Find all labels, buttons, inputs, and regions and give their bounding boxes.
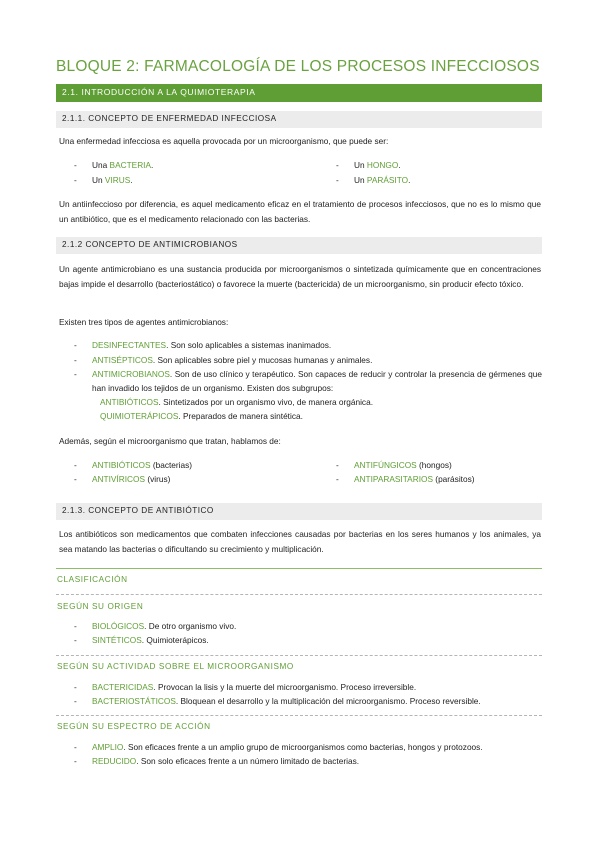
heading-actividad: SEGÚN SU ACTIVIDAD SOBRE EL MICROORGANISMO (57, 662, 294, 671)
list-item: - ANTIVÍRICOS (virus) (74, 474, 171, 484)
section-title: 2.1. INTRODUCCIÓN A LA QUIMIOTERAPIA (62, 87, 256, 97)
section-header-2-1 (56, 84, 542, 102)
paragraph-enfermedad: Una enfermedad infecciosa es aquella provocada por un microorganismo, que puede ser: (59, 136, 389, 146)
section-header-2-1-1 (56, 111, 542, 128)
divider (56, 568, 542, 569)
heading-clasificacion: CLASIFICACIÓN (57, 575, 128, 584)
sub-list-item: QUIMIOTERÁPICOS. Preparados de manera sintética. (100, 411, 303, 421)
list-item: - Un VIRUS. (74, 175, 133, 185)
list-item: - DESINFECTANTES. Son solo aplicables a sistemas inanimados. (74, 340, 332, 350)
section-header-2-1-3 (56, 503, 542, 520)
divider (56, 594, 542, 595)
paragraph-antibiotico: Los antibióticos son medicamentos que combaten infecciones causadas por bacterias en los seres humanos y los animales, ya sea matando las bacterias o dificultando su crecimiento y multiplicación. (59, 529, 541, 554)
list-item: - AMPLIO. Son eficaces frente a un amplio grupo de microorganismos como bacterias, hongos y protozoos. (74, 742, 483, 752)
section-title: 2.1.1. CONCEPTO DE ENFERMEDAD INFECCIOSA (62, 114, 277, 123)
heading-origen: SEGÚN SU ORIGEN (57, 602, 144, 611)
list-item: - Un PARÁSITO. (336, 175, 411, 185)
list-item: - ANTIMICROBIANOS. Son de uso clínico y terapéutico. Son capaces de reducir y controlar la presencia de gérmenes que han invadido los tejidos de un organismo. Existen dos subgrupos: (74, 369, 542, 393)
list-item: - ANTISÉPTICOS. Son aplicables sobre piel y mucosas humanas y animales. (74, 355, 373, 365)
paragraph-antimicrobiano: Un agente antimicrobiano es una sustancia producida por microorganismos o sintetizada químicamente que en concentraciones bajas impide el desarrollo (bacteriostático) o favorece la muerte (bactericida) de un microorganismo, sin producir efecto tóxico. (59, 264, 541, 289)
list-item: - BACTERICIDAS. Provocan la lisis y la muerte del microorganismo. Proceso irreversible. (74, 682, 417, 692)
list-item: - SINTÉTICOS. Quimioterápicos. (74, 635, 209, 645)
section-header-2-1-2 (56, 237, 542, 254)
list-item: - REDUCIDO. Son solo eficaces frente a un número limitado de bacterias. (74, 756, 360, 766)
list-item: - Un HONGO. (336, 160, 401, 170)
paragraph-antiinfeccioso: Un antiinfeccioso por diferencia, es aquel medicamento eficaz en el tratamiento de procesos infecciosos, que no es lo mismo que un antibiótico, que es el medicamento relacionado con las bacterias. (59, 199, 541, 224)
divider (56, 655, 542, 656)
list-item: - BIOLÓGICOS. De otro organismo vivo. (74, 621, 237, 631)
list-item: - Una BACTERIA. (74, 160, 154, 170)
document-title: BLOQUE 2: FARMACOLOGÍA DE LOS PROCESOS INFECCIOSOS (56, 58, 540, 75)
list-item: - ANTIFÚNGICOS (hongos) (336, 460, 452, 470)
sub-list-item: ANTIBIÓTICOS. Sintetizados por un organismo vivo, de manera orgánica. (100, 397, 374, 407)
divider (56, 715, 542, 716)
list-item: - ANTIPARASITARIOS (parásitos) (336, 474, 475, 484)
heading-espectro: SEGÚN SU ESPECTRO DE ACCIÓN (57, 722, 211, 731)
list-item: - BACTERIOSTÁTICOS. Bloquean el desarrollo y la multiplicación del microorganismo. Proceso reversible. (74, 696, 481, 706)
section-title: 2.1.2 CONCEPTO DE ANTIMICROBIANOS (62, 240, 238, 249)
section-title: 2.1.3. CONCEPTO DE ANTIBIÓTICO (62, 506, 214, 515)
paragraph-ademas: Además, según el microorganismo que tratan, hablamos de: (59, 436, 281, 446)
paragraph-tipos: Existen tres tipos de agentes antimicrobianos: (59, 317, 229, 327)
list-item: - ANTIBIÓTICOS (bacterias) (74, 460, 193, 470)
